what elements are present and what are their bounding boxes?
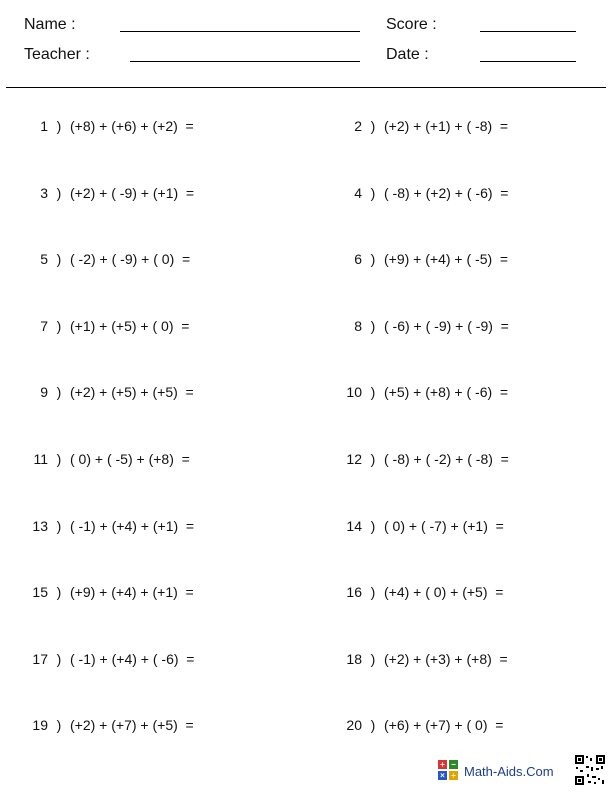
- problem-number: 8: [354, 317, 362, 334]
- problem-5: [20, 251, 190, 267]
- problem-number-paren: ): [56, 384, 62, 401]
- problem-11: [20, 451, 190, 467]
- brand-text: Math-Aids.Com: [464, 763, 554, 779]
- problem-number: 7: [40, 317, 48, 334]
- problem-expression: (+2) + (+5) + (+5) =: [70, 384, 194, 401]
- problem-expression: ( 0) + ( -5) + (+8) =: [70, 451, 190, 467]
- problem-expression: (+2) + (+7) + (+5) =: [70, 717, 194, 734]
- problem-8: [334, 318, 509, 334]
- problem-number: 16: [346, 584, 362, 601]
- problem-number: 3: [40, 184, 48, 201]
- problem-number-paren: ): [56, 317, 62, 334]
- problem-number-paren: ): [56, 517, 62, 534]
- problem-12: [334, 451, 509, 467]
- problem-6: [334, 251, 508, 267]
- problem-3: [20, 185, 194, 201]
- score-label: Score :: [386, 16, 437, 33]
- problem-number-paren: ): [370, 317, 376, 334]
- problem-17: [20, 651, 194, 667]
- problem-number: 10: [346, 384, 362, 401]
- problem-number: 18: [346, 650, 362, 667]
- problem-expression: ( -2) + ( -9) + ( 0) =: [70, 251, 191, 268]
- problem-number-paren: ): [370, 184, 376, 201]
- problem-number: 9: [40, 384, 48, 401]
- problem-number-paren: ): [370, 517, 376, 534]
- problem-number-paren: ): [56, 717, 62, 734]
- problem-expression: ( -6) + ( -9) + ( -9) =: [384, 317, 509, 334]
- problem-number: 20: [346, 717, 362, 734]
- problem-expression: ( -8) + ( -2) + ( -8) =: [384, 451, 509, 467]
- teacher-field-line[interactable]: [130, 61, 360, 62]
- problem-1: [20, 118, 194, 134]
- problem-19: [20, 717, 194, 733]
- problem-expression: (+8) + (+6) + (+2) =: [70, 118, 194, 134]
- problem-number-paren: ): [56, 184, 62, 201]
- problem-number-paren: ): [370, 118, 376, 134]
- problem-number: 15: [32, 584, 48, 601]
- problem-number-paren: ): [370, 584, 376, 601]
- problem-number: 2: [354, 118, 362, 134]
- problem-9: [20, 384, 194, 400]
- problem-expression: ( -8) + (+2) + ( -6) =: [384, 184, 509, 201]
- problem-expression: (+6) + (+7) + ( 0) =: [384, 717, 504, 734]
- problem-expression: (+2) + (+3) + (+8) =: [384, 650, 508, 667]
- problem-number-paren: ): [56, 451, 62, 467]
- problem-10: [334, 384, 508, 400]
- problem-2: [334, 118, 508, 134]
- problem-number-paren: ): [370, 717, 376, 734]
- calculator-icon: + − × ÷: [438, 760, 460, 782]
- date-label: Date :: [386, 46, 429, 63]
- qr-code-icon: [574, 754, 606, 786]
- problem-expression: ( -1) + (+4) + (+1) =: [70, 517, 195, 534]
- problem-number-paren: ): [370, 650, 376, 667]
- problem-expression: (+4) + ( 0) + (+5) =: [384, 584, 504, 601]
- header-divider: [6, 87, 606, 88]
- problem-expression: ( -1) + (+4) + ( -6) =: [70, 650, 195, 667]
- problem-number-paren: ): [370, 384, 376, 401]
- problem-number: 12: [346, 451, 362, 467]
- problem-14: [334, 518, 504, 534]
- problem-number: 1: [40, 118, 48, 134]
- problem-number-paren: ): [56, 251, 62, 268]
- problem-number: 4: [354, 184, 362, 201]
- problem-expression: (+2) + (+1) + ( -8) =: [384, 118, 509, 134]
- problem-number: 6: [354, 251, 362, 268]
- problem-expression: (+1) + (+5) + ( 0) =: [70, 317, 190, 334]
- problem-number-paren: ): [370, 451, 376, 467]
- footer-brand: [438, 760, 554, 782]
- problem-number: 14: [346, 517, 362, 534]
- problem-number: 17: [32, 650, 48, 667]
- problem-number-paren: ): [56, 584, 62, 601]
- problem-number: 13: [32, 517, 48, 534]
- problem-18: [334, 651, 508, 667]
- problem-16: [334, 584, 503, 600]
- problem-13: [20, 518, 194, 534]
- problem-number: 19: [32, 717, 48, 734]
- teacher-label: Teacher :: [24, 46, 90, 63]
- problem-20: [334, 717, 503, 733]
- problem-number-paren: ): [370, 251, 376, 268]
- problem-number: 11: [33, 451, 48, 467]
- date-field-line[interactable]: [480, 61, 576, 62]
- name-label: Name :: [24, 16, 76, 33]
- problem-number: 5: [40, 251, 48, 268]
- name-field-line[interactable]: [120, 31, 360, 32]
- problem-expression: (+9) + (+4) + ( -5) =: [384, 251, 509, 268]
- problem-4: [334, 185, 508, 201]
- problem-number-paren: ): [56, 650, 62, 667]
- problem-number-paren: ): [56, 118, 62, 134]
- problem-expression: (+2) + ( -9) + (+1) =: [70, 184, 195, 201]
- problem-7: [20, 318, 189, 334]
- problem-expression: (+9) + (+4) + (+1) =: [70, 584, 194, 601]
- problem-15: [20, 584, 194, 600]
- problem-expression: ( 0) + ( -7) + (+1) =: [384, 517, 504, 534]
- problem-expression: (+5) + (+8) + ( -6) =: [384, 384, 509, 401]
- score-field-line[interactable]: [480, 31, 576, 32]
